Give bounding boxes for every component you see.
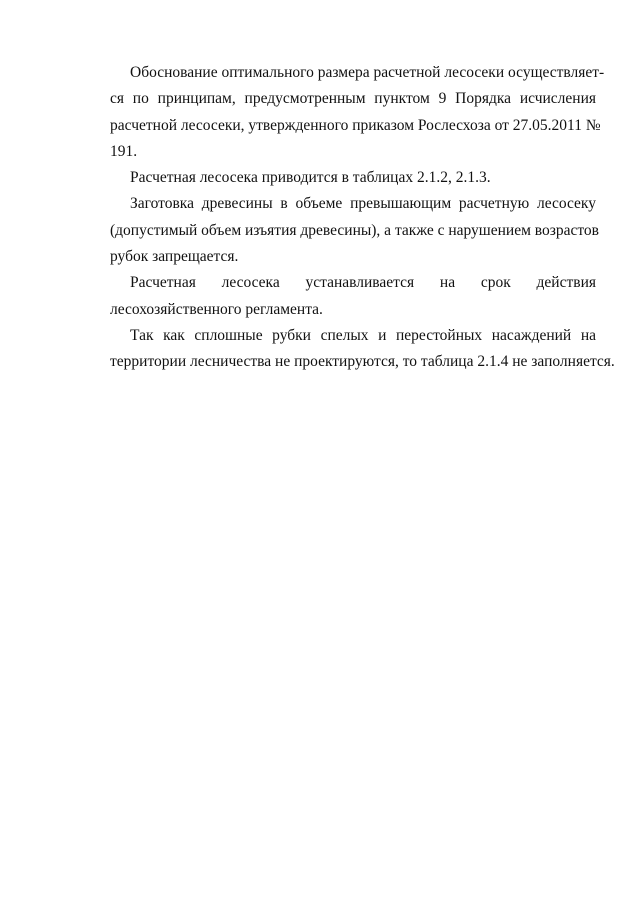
- paragraph-line: Расчетная лесосека приводится в таблицах 2.1.2, 2.1.3.: [130, 169, 491, 187]
- paragraph-validity-period: [110, 270, 596, 323]
- paragraph-clear-cutting: [110, 323, 615, 376]
- paragraph-line: 191.: [110, 142, 138, 160]
- paragraph-line: расчетной лесосеки, утвержденного приказом Рослесхоза от 27.05.2011 №: [110, 116, 601, 134]
- paragraph-line: лесохозяйственного регламента.: [110, 300, 323, 318]
- paragraph-line: Обоснование оптимального размера расчетной лесосеки осуществляет-: [130, 64, 605, 81]
- paragraph-line: ся по принципам, предусмотренным пунктом 9 Порядка исчисления: [110, 90, 596, 108]
- paragraph-line: рубок запрещается.: [110, 248, 239, 266]
- paragraph-line: Так как сплошные рубки спелых и перестойных насаждений на: [130, 326, 596, 344]
- document-body: [110, 60, 615, 376]
- paragraph-line: Расчетная лесосека устанавливается на срок действия: [130, 274, 596, 292]
- paragraph-line: территории лесничества не проектируются, то таблица 2.1.4 не заполняется.: [110, 353, 615, 371]
- paragraph-harvesting-restriction: [110, 191, 599, 270]
- paragraph-justification: [110, 60, 605, 165]
- paragraph-line: (допустимый объем изъятия древесины), а также с нарушением возрастов: [110, 221, 599, 239]
- paragraph-table-reference: [120, 165, 596, 191]
- paragraph-line: Заготовка древесины в объеме превышающим расчетную лесосеку: [130, 195, 596, 213]
